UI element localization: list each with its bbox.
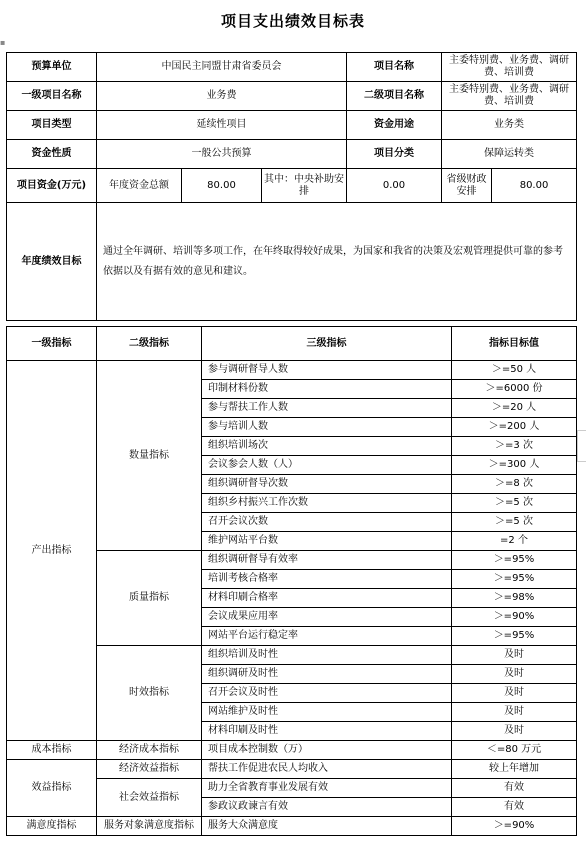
side-scroll-tab[interactable]	[577, 430, 586, 462]
header-cell: 三级指标	[202, 327, 452, 361]
level3-indicator: 帮扶工作促进农民人均收入	[202, 760, 452, 779]
fund-use-label: 资金用途	[347, 111, 442, 140]
target-value: ＞=50 人	[452, 361, 577, 380]
level3-indicator: 项目成本控制数（万）	[202, 741, 452, 760]
fund-use-value: 业务类	[442, 111, 577, 140]
target-value: =2 个	[452, 532, 577, 551]
project-name-value: 主委特别费、业务费、调研费、培训费	[442, 53, 577, 82]
indicators-header-row	[7, 327, 577, 361]
target-value: 及时	[452, 722, 577, 741]
level3-indicator: 助力全省教育事业发展有效	[202, 779, 452, 798]
project-category-label: 项目分类	[347, 140, 442, 169]
level3-indicator: 参与培训人数	[202, 418, 452, 437]
budget-unit-value: 中国民主同盟甘肃省委员会	[97, 53, 347, 82]
target-value: ＞=3 次	[452, 437, 577, 456]
target-value: 较上年增加	[452, 760, 577, 779]
level1-project-label: 一级项目名称	[7, 82, 97, 111]
level3-indicator: 组织培训场次	[202, 437, 452, 456]
provincial-label: 省级财政安排	[442, 169, 492, 203]
table-row	[7, 741, 577, 760]
target-value: ＞=95%	[452, 627, 577, 646]
target-value: 有效	[452, 779, 577, 798]
level2-indicator: 质量指标	[97, 551, 202, 646]
level3-indicator: 服务大众满意度	[202, 817, 452, 836]
target-value: ＞=90%	[452, 817, 577, 836]
target-value: ＞=300 人	[452, 456, 577, 475]
table-row	[7, 817, 577, 836]
level3-indicator: 参与调研督导人数	[202, 361, 452, 380]
level3-indicator: 网站维护及时性	[202, 703, 452, 722]
target-value: ＞=98%	[452, 589, 577, 608]
level3-indicator: 召开会议及时性	[202, 684, 452, 703]
funds-label: 项目资金(万元)	[7, 169, 97, 203]
level1-indicator: 产出指标	[7, 361, 97, 741]
target-value: ＞=8 次	[452, 475, 577, 494]
fund-nature-value: 一般公共预算	[97, 140, 347, 169]
level2-indicator: 经济效益指标	[97, 760, 202, 779]
level2-indicator: 社会效益指标	[97, 779, 202, 817]
edge-marker: ▪	[0, 38, 6, 47]
level3-indicator: 会议成果应用率	[202, 608, 452, 627]
level2-project-label: 二级项目名称	[347, 82, 442, 111]
level3-indicator: 材料印刷及时性	[202, 722, 452, 741]
level3-indicator: 组织调研及时性	[202, 665, 452, 684]
target-value: ＞=95%	[452, 570, 577, 589]
annual-total-label: 年度资金总额	[97, 169, 182, 203]
central-value: 0.00	[347, 169, 442, 203]
indicators-table	[6, 326, 577, 836]
project-category-value: 保障运转类	[442, 140, 577, 169]
header-cell: 一级指标	[7, 327, 97, 361]
budget-unit-label: 预算单位	[7, 53, 97, 82]
goal-text: 通过全年调研、培训等多项工作，在年终取得较好成果，为国家和我省的决策及宏观管理提供可靠的参考依据以及有据有效的意见和建议。	[97, 203, 577, 321]
level3-indicator: 会议参会人数（人）	[202, 456, 452, 475]
provincial-value: 80.00	[492, 169, 577, 203]
target-value: 及时	[452, 703, 577, 722]
table-row	[7, 760, 577, 779]
target-value: 及时	[452, 684, 577, 703]
level1-indicator: 成本指标	[7, 741, 97, 760]
fund-nature-label: 资金性质	[7, 140, 97, 169]
central-label: 其中：中央补助安排	[262, 169, 347, 203]
page-title: 项目支出绩效目标表	[220, 12, 365, 30]
target-value: 有效	[452, 798, 577, 817]
level3-indicator: 组织培训及时性	[202, 646, 452, 665]
target-value: 及时	[452, 646, 577, 665]
target-value: ＞=20 人	[452, 399, 577, 418]
level3-indicator: 培训考核合格率	[202, 570, 452, 589]
annual-total-value: 80.00	[182, 169, 262, 203]
target-value: ＞=90%	[452, 608, 577, 627]
target-value: ＞=6000 份	[452, 380, 577, 399]
table-row	[7, 361, 577, 380]
level2-project-value: 主委特别费、业务费、调研费、培训费	[442, 82, 577, 111]
header-cell: 指标目标值	[452, 327, 577, 361]
target-value: ＞=200 人	[452, 418, 577, 437]
level3-indicator: 组织乡村振兴工作次数	[202, 494, 452, 513]
level3-indicator: 召开会议次数	[202, 513, 452, 532]
level3-indicator: 组织调研督导有效率	[202, 551, 452, 570]
level2-indicator: 数量指标	[97, 361, 202, 551]
target-value: ＞=5 次	[452, 513, 577, 532]
level3-indicator: 组织调研督导次数	[202, 475, 452, 494]
level3-indicator: 网站平台运行稳定率	[202, 627, 452, 646]
level3-indicator: 材料印刷合格率	[202, 589, 452, 608]
level2-indicator: 时效指标	[97, 646, 202, 741]
project-name-label: 项目名称	[347, 53, 442, 82]
project-type-label: 项目类型	[7, 111, 97, 140]
level3-indicator: 参与帮扶工作人数	[202, 399, 452, 418]
level3-indicator: 维护网站平台数	[202, 532, 452, 551]
level1-indicator: 效益指标	[7, 760, 97, 817]
level3-indicator: 印制材料份数	[202, 380, 452, 399]
project-type-value: 延续性项目	[97, 111, 347, 140]
level3-indicator: 参政议政谏言有效	[202, 798, 452, 817]
goal-label: 年度绩效目标	[7, 203, 97, 321]
target-value: ＜=80 万元	[452, 741, 577, 760]
level2-indicator: 经济成本指标	[97, 741, 202, 760]
target-value: 及时	[452, 665, 577, 684]
level1-indicator: 满意度指标	[7, 817, 97, 836]
level2-indicator: 服务对象满意度指标	[97, 817, 202, 836]
level1-project-value: 业务费	[97, 82, 347, 111]
target-value: ＞=5 次	[452, 494, 577, 513]
header-cell: 二级指标	[97, 327, 202, 361]
project-info-table	[6, 52, 577, 321]
target-value: ＞=95%	[452, 551, 577, 570]
